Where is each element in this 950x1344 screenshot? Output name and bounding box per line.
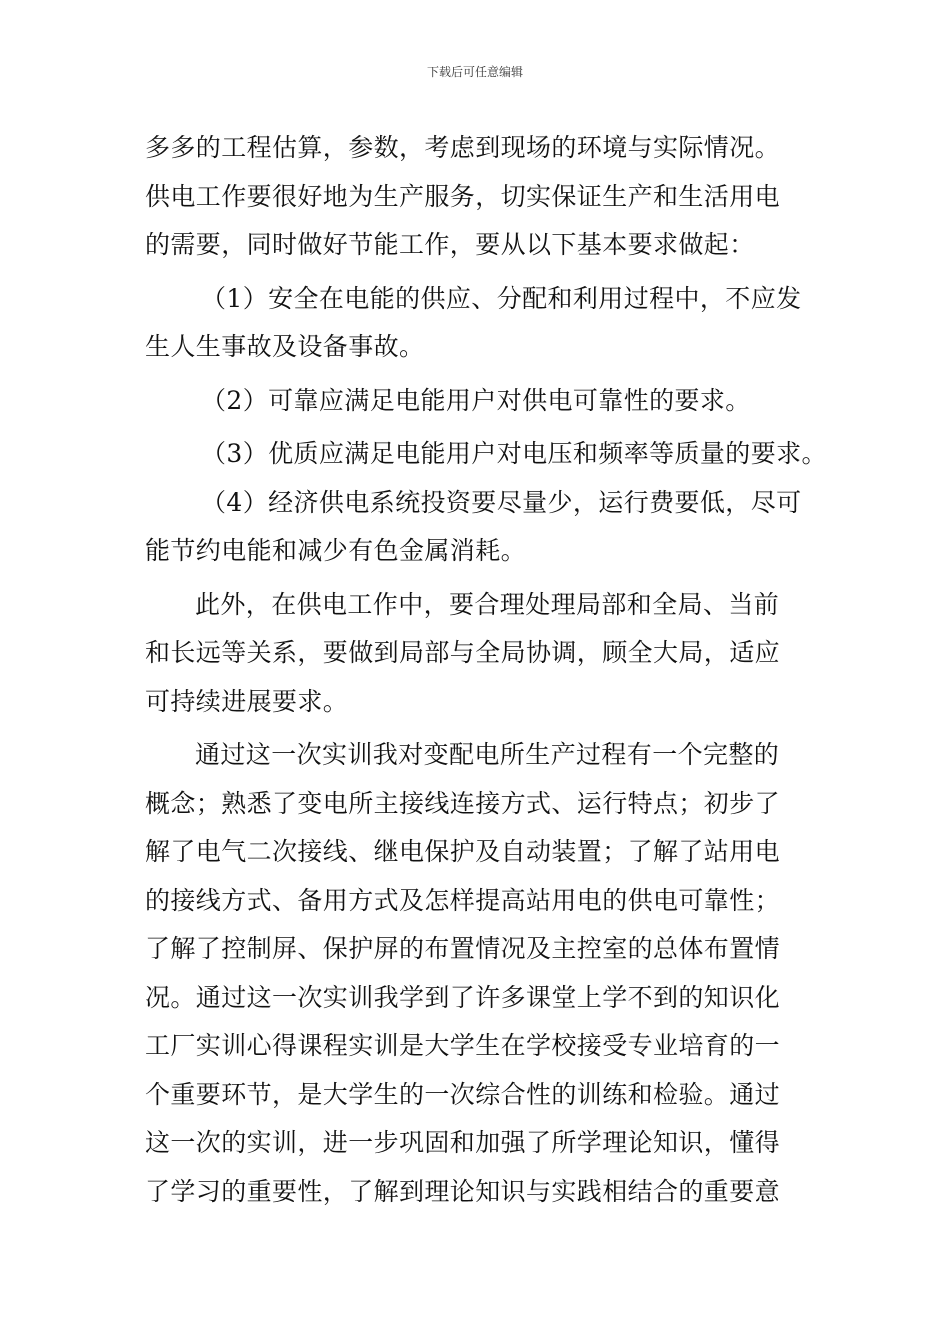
text-line: 能节约电能和减少有色金属消耗。	[145, 536, 527, 565]
text-line: 和长远等关系，要做到局部与全局协调，顾全大局，适应	[145, 638, 781, 667]
text-line: 供电工作要很好地为生产服务，切实保证生产和生活用电	[145, 181, 781, 211]
text-line: 的需要，同时做好节能工作，要从以下基本要求做起：	[145, 230, 755, 259]
text-line: 个重要环节，是大学生的一次综合性的训练和检验。通过	[145, 1079, 781, 1109]
list-item-line: （4）经济供电系统投资要尽量少，运行费要低，尽可	[201, 487, 802, 517]
list-item-line: （2）可靠应满足电能用户对供电可靠性的要求。	[201, 385, 751, 415]
text-line: 多多的工程估算，参数，考虑到现场的环境与实际情况。	[145, 133, 781, 162]
text-line: 的接线方式、备用方式及怎样提高站用电的供电可靠性；	[145, 885, 781, 915]
text-line: 况。通过这一次实训我学到了许多课堂上学不到的知识化	[145, 982, 781, 1012]
text-line: 工厂实训心得课程实训是大学生在学校接受专业培育的一	[145, 1031, 781, 1060]
paragraph-first-line: 此外，在供电工作中，要合理处理局部和全局、当前	[195, 589, 780, 619]
paragraph-first-line: 通过这一次实训我对变配电所生产过程有一个完整的	[195, 740, 780, 769]
text-line: 了解了控制屏、保护屏的布置情况及主控室的总体布置情	[145, 934, 781, 963]
text-line: 了学习的重要性，了解到理论知识与实践相结合的重要意	[145, 1176, 781, 1206]
text-line: 这一次的实训，进一步巩固和加强了所学理论知识，懂得	[145, 1128, 781, 1157]
list-item-line: （1）安全在电能的供应、分配和利用过程中，不应发	[201, 283, 802, 313]
list-item-line: （3）优质应满足电能用户对电压和频率等质量的要求。	[201, 439, 827, 468]
page-header: 下载后可任意编辑	[426, 65, 523, 79]
text-line: 可持续进展要求。	[145, 686, 349, 716]
text-line: 概念；熟悉了变电所主接线连接方式、运行特点；初步了	[145, 788, 781, 818]
document-body	[145, 124, 827, 1216]
text-line: 生人生事故及设备事故。	[145, 332, 425, 361]
text-line: 解了电气二次接线、继电保护及自动装置；了解了站用电	[145, 837, 781, 866]
